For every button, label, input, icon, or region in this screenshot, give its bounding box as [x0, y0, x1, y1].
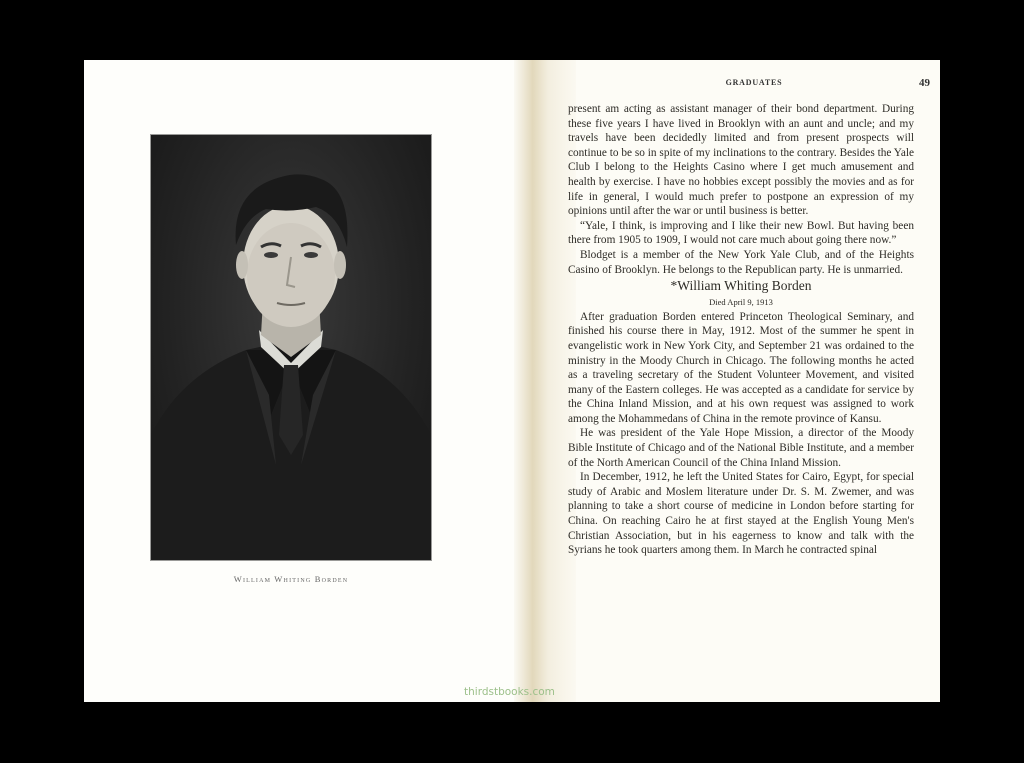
paragraph: In December, 1912, he left the United States for Cairo, Egypt, for special study of Arabic and Moslem literature under Dr. S. M. Zwemer, and was planning to take a short course of medicine in London before starting for China. On reaching Cairo he at first stayed at the English Young Men's Christian Association, but in his eagerness to know and talk with the Syrians he took quarters among them. In March he contracted spinal [568, 471, 914, 557]
watermark: thirdstbooks.com [464, 686, 555, 698]
paragraph: After graduation Borden entered Princeton Theological Seminary, and finished his course there in May, 1912. Most of the summer he spent in evangelistic work in New York City, and September 21 was ordained to the ministry in the Moody Church in Chicago. The following months he acted as a traveling secretary of the Student Volunteer Movement, and visited many of the Eastern colleges. He was accepted as a candidate for service by the China Inland Mission, and at his own request was assigned to work among the Mohammedans of China in the remote province of Kansu. [568, 310, 914, 425]
photo-caption: William Whiting Borden [233, 574, 349, 584]
paragraph: Blodget is a member of the New York Yale Club, and of the Heights Casino of Brooklyn. He belongs to the Republican party. He is unmarried. [568, 248, 914, 276]
running-head-title: GRADUATES [725, 78, 783, 87]
book-spread [84, 60, 940, 702]
portrait-illustration [151, 135, 431, 560]
portrait-photo-frame [150, 134, 432, 561]
portrait-photo [151, 135, 431, 560]
paragraph: He was president of the Yale Hope Mission, a director of the Moody Bible Institute of Chicago and of the National Bible Institute, and a member of the North American Council of the China Inland Mission. [568, 427, 914, 469]
page-body [568, 102, 914, 558]
entry-subheading: Died April 9, 1913 [709, 297, 773, 308]
paragraph: present am acting as assistant manager of their bond department. During these five years I have lived in Brooklyn with an aunt and uncle; and my travels have been decidedly limited and from present prospects will continue to be so in spite of my inclinations to the contrary. Besides the Yale Club I belong to the Heights Casino where I get much amusement and health by exercise. I have no hobbies except possibly the movies and as for life in general, I would much prefer to postpone an expression of my opinions until after the war or until business is better. [568, 103, 914, 218]
running-head [568, 78, 940, 92]
paragraph: “Yale, I think, is improving and I like their new Bowl. But having been there from 1905 to 1909, I would not care much about going there now.” [568, 219, 914, 247]
entry-heading: *William Whiting Borden [670, 278, 812, 294]
right-page [554, 60, 940, 702]
left-page [84, 60, 520, 702]
page-number: 49 [919, 77, 930, 89]
